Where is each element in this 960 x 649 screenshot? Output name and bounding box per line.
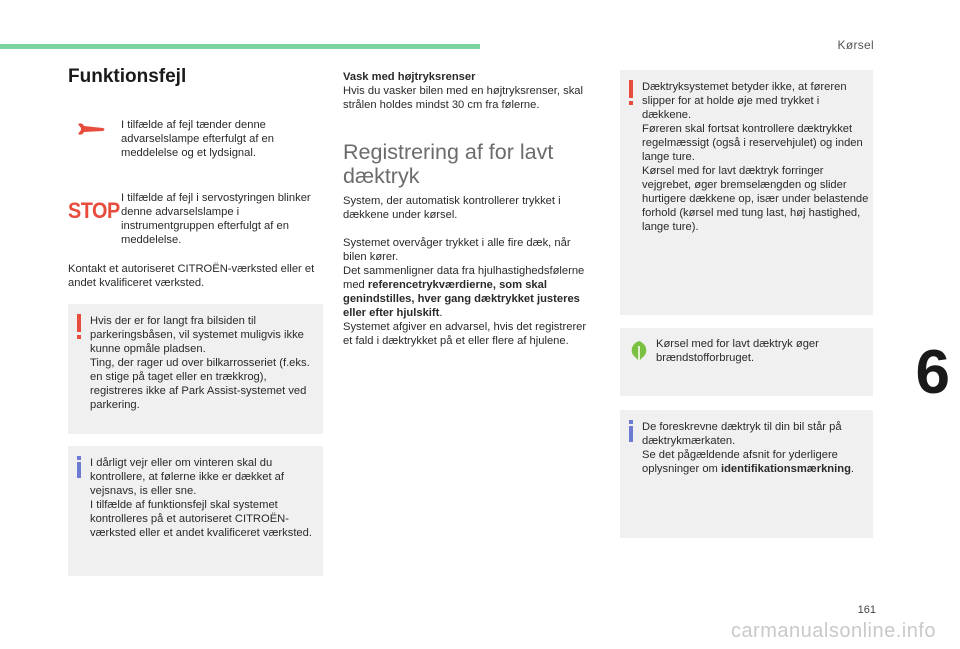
tpms-alert: Systemet afgiver en advarsel, hvis det registrerer et fald i dæktrykket på et eller flere af hjulene. xyxy=(343,321,587,347)
wrench-icon xyxy=(76,122,106,136)
eco-box-text: Kørsel med for lavt dæktryk øger brændstofforbruget. xyxy=(656,338,819,364)
chapter-number: 6 xyxy=(915,338,950,407)
page-number: 161 xyxy=(857,604,876,616)
tyre-label-intro: De foreskrevne dæktryk til din bil står på dæktrykmærkaten. Se det pågældende afsnit for yderligere oplysninger om xyxy=(642,421,842,475)
heading-registrering: Registrering af for lavt dæktryk xyxy=(343,140,554,188)
tpms-period: . xyxy=(439,307,443,319)
contact-text: Kontakt et autoriseret CITROËN-værksted eller et andet kvalificeret værksted. xyxy=(68,263,315,289)
info-box-tyre-label xyxy=(620,410,873,538)
tpms-description xyxy=(343,236,593,348)
tyre-warning-text: Dæktryksystemet betyder ikke, at føreren slipper for at holde øje med trykket i dækkene. Føreren skal fortsat kontrollere dæktrykket regelmæssigt (også i reservehjulet) og inden lange ture. Kørsel med for lavt dæktryk forringer vejgrebet, øger bremselængden og slider hurtigere dækkene op, især under belastende forhold (kørsel med tung last, høj hastighed, lange ture). xyxy=(642,81,869,233)
top-accent-bar xyxy=(0,44,480,49)
info-icon xyxy=(628,420,634,442)
tyre-label-text xyxy=(642,420,870,476)
stop-icon: STOP xyxy=(68,198,120,223)
section-label: Kørsel xyxy=(837,38,874,52)
heading-funktionsfejl: Funktionsfejl xyxy=(68,66,187,87)
wash-title: Vask med højtryksrenser xyxy=(343,71,476,83)
info-icon xyxy=(76,456,82,478)
wash-section xyxy=(343,70,593,112)
tyre-label-period: . xyxy=(850,463,855,475)
eco-box xyxy=(620,328,873,396)
stop-warning-text: I tilfælde af fejl i servostyringen blinker denne advarselslampe i instrumentgruppen efterfulgt af en meddelelse. xyxy=(121,192,311,246)
tpms-compare: Det sammenligner data fra hjulhastighedsfølerne med xyxy=(343,265,585,291)
exclamation-icon xyxy=(76,314,82,340)
tpms-intro: System, der automatisk kontrollerer trykket i dækkene under kørsel. xyxy=(343,195,561,221)
warning-box-text: Hvis der er for langt fra bilsiden til parkeringsbåsen, vil systemet muligvis ikke kunne opmåle pladsen. Ting, der rager ud over bilkarrosseriet (f.eks. en stige på taget eller en trækkrog), registreres ikke af Park Assist-systemet ved parkering. xyxy=(90,315,310,411)
tyre-label-link: identifikationsmærkning xyxy=(720,463,851,475)
info-box-weather xyxy=(68,446,323,576)
watermark: carmanualsonline.info xyxy=(730,620,936,642)
warning-box-tyre xyxy=(620,70,873,315)
wash-text: Hvis du vasker bilen med en højtryksrenser, skal strålen holdes mindst 30 cm fra følerne. xyxy=(343,85,584,111)
warning-box-parking xyxy=(68,304,323,434)
info-box-text: I dårligt vejr eller om vinteren skal du kontrollere, at følerne ikke er dækket af vejsnavs, is eller sne. I tilfælde af funktionsfejl skal systemet kontrolleres på et autoriseret CITROËN-værksted eller et andet kvalificeret værksted. xyxy=(90,457,312,539)
exclamation-icon xyxy=(628,80,634,106)
tpms-reference: referencetrykværdierne, som skal genindstilles, hver gang dæktrykket justeres eller efter hjulskift xyxy=(343,279,580,319)
wrench-warning-text: I tilfælde af fejl tænder denne advarselslampe efterfulgt af en meddelelse og et lydsignal. xyxy=(121,119,274,159)
tpms-monitor: Systemet overvåger trykket i alle fire dæk, når bilen kører. xyxy=(343,237,571,263)
leaf-icon xyxy=(628,340,650,362)
